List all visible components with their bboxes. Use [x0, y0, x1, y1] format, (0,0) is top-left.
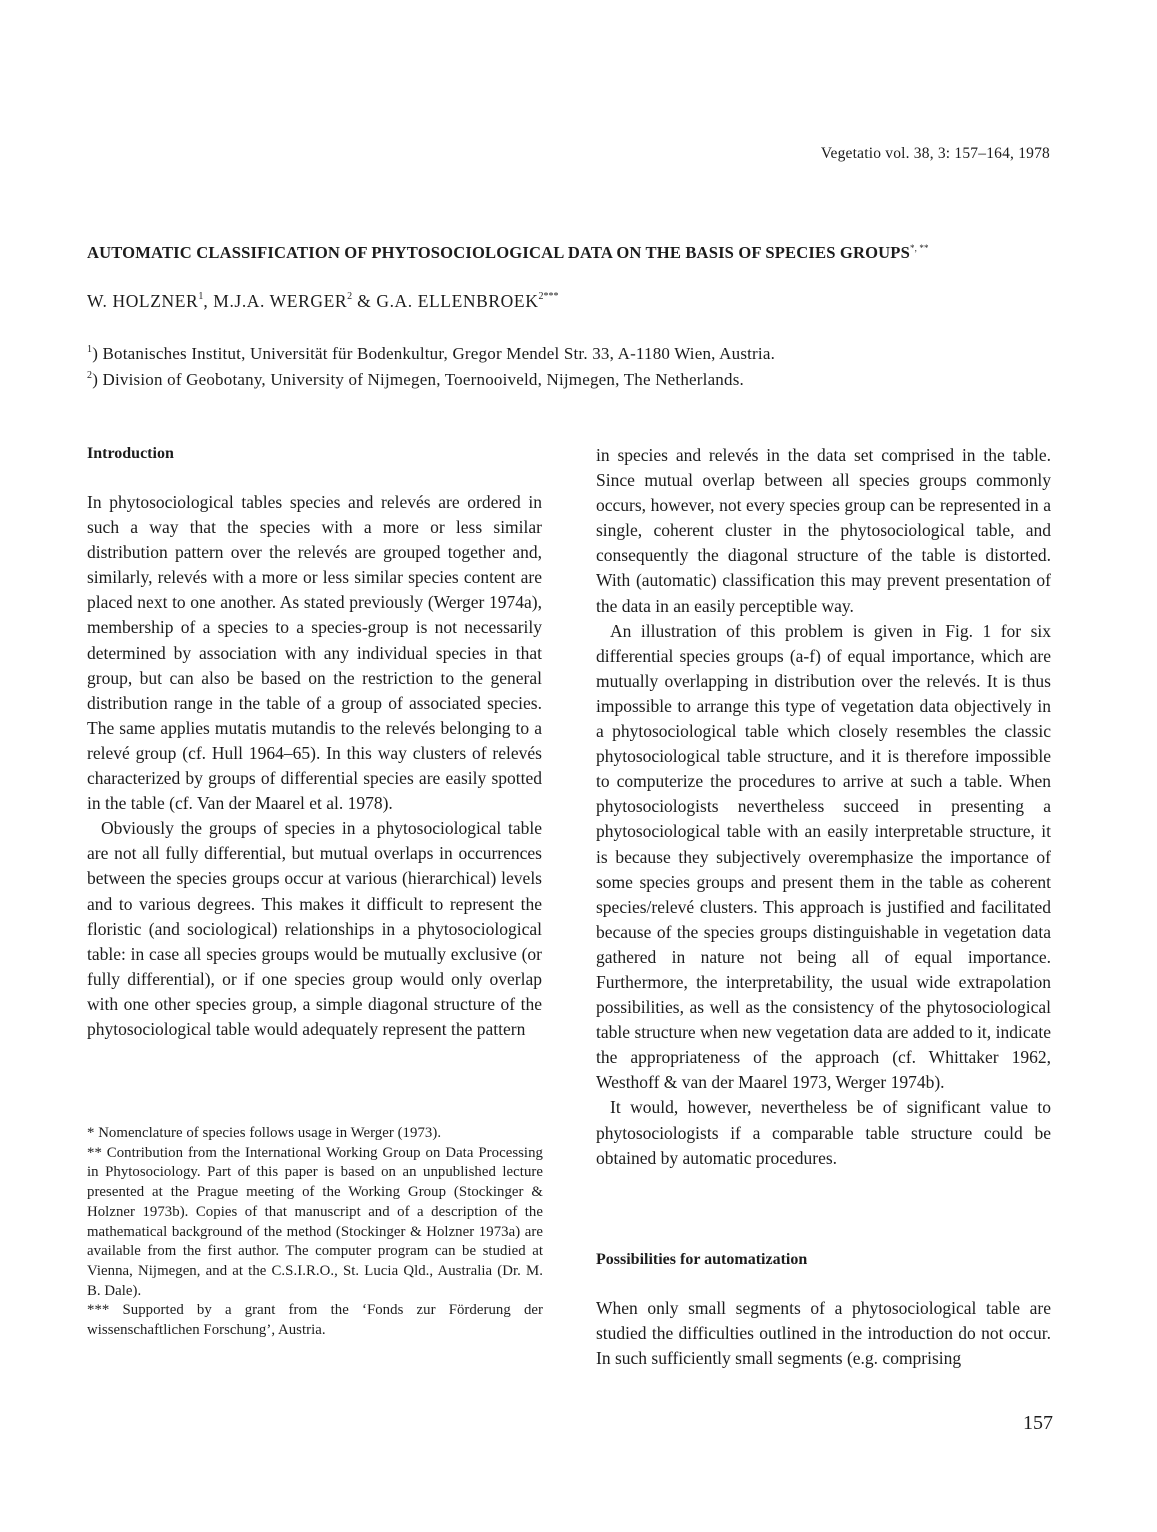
section-heading-automatization: Possibilities for automatization: [596, 1250, 808, 1268]
author-name: W. HOLZNER: [87, 291, 199, 311]
author-name: M.J.A. WERGER: [213, 291, 348, 311]
section-heading-introduction: Introduction: [87, 445, 174, 462]
body-paragraph: In phytosociological tables species and relevés are ordered in such a way that the species with a more or less similar distribution pattern over the relevés are grouped together and, similarly, relevés with a more or less similar species content are placed next to one another. As stated previously (Werger 1974a), membership of a species to a species-group is not necessarily determined by association with any individual species in that group, but can also be based on the restriction to the general distribution range in the table of a group of associated species. The same applies mutatis mutandis to the relevés belonging to a relevé group (cf. Hull 1964–65). In this way clusters of relevés characterized by groups of differential species are easily spotted in the table (cf. Van der Maarel et al. 1978).: [87, 492, 542, 814]
footnote: *** Supported by a grant from the ‘Fonds zur Förderung der wissenschaftlichen Forschung’, Austria.: [87, 1302, 543, 1339]
body-paragraph: It would, however, nevertheless be of significant value to phytosociologists if a comparable table structure could be obtained by automatic procedures.: [596, 1097, 1051, 1168]
page-number: 157: [1023, 1412, 1053, 1434]
author-affiliation-mark: 2: [347, 291, 353, 302]
left-column: [87, 443, 542, 1042]
journal-reference: Vegetatio vol. 38, 3: 157–164, 1978: [820, 145, 1050, 162]
footnote: ** Contribution from the International Working Group on Data Processing in Phytosociology. Part of this paper is based on an unpublished lecture presented at the Prague meeting of the Working Group (Stockinger & Holzner 1973b). Copies of that manuscript and of a description of the mathematical background of the method (Stockinger & Holzner 1973a) are available from the first author. The computer program can be studied at Vienna, Nijmegen, and at the C.S.I.R.O., St. Lucia Qld., Australia (Dr. M. B. Dale).: [87, 1144, 543, 1299]
author-affiliation-mark: 1: [198, 291, 204, 302]
body-paragraph: When only small segments of a phytosociological table are studied the difficulties outlined in the introduction do not occur. In such sufficiently small segments (e.g. comprising: [596, 1297, 1051, 1368]
affiliation-text: ) Division of Geobotany, University of Nijmegen, Toernooiveld, Nijmegen, The Netherlands.: [92, 370, 744, 389]
affiliation-mark: 2: [87, 370, 93, 381]
title-footnote-marks: *, **: [909, 243, 929, 253]
affiliation-mark: 1: [87, 344, 93, 355]
paper-title: [87, 243, 1077, 263]
author-affiliation-mark: 2***: [538, 291, 559, 302]
affiliation-text: ) Botanisches Institut, Universität für Bodenkultur, Gregor Mendel Str. 33, A-1180 Wien, Austria.: [92, 344, 776, 363]
affiliation: [87, 344, 775, 364]
footnote: * Nomenclature of species follows usage in Werger (1973).: [87, 1125, 442, 1141]
footnotes: [87, 1124, 543, 1341]
author-list: [87, 291, 558, 312]
author-name: G.A. ELLENBROEK: [376, 291, 539, 311]
right-column: [596, 443, 1051, 1371]
body-paragraph: in species and relevés in the data set comprised in the table. Since mutual overlap between all species groups commonly occurs, however, not every species group can be represented in a single, coherent cluster in the phytosociological table, and consequently the diagonal structure of the table is distorted. With (automatic) classification this may prevent presentation of the data in an easily perceptible way.: [596, 445, 1051, 616]
body-paragraph: Obviously the groups of species in a phytosociological table are not all fully differential, but mutual overlaps in occurrences between the species groups occur at various (hierarchical) levels and to various degrees. This makes it difficult to represent the floristic (and sociological) relationships in a phytosociological table: in case all species groups would be mutually exclusive (or fully differential), or if one species group would only overlap with one other species group, a simple diagonal structure of the phytosociological table would adequately represent the pattern: [87, 818, 542, 1039]
body-paragraph: An illustration of this problem is given in Fig. 1 for six differential species groups (a-f) of equal importance, which are mutually overlapping in distribution over the relevés. It is thus impossible to arrange this type of vegetation data objectively in a phytosociological table which closely resembles the classic phytosociological table structure, and it is therefore impossible to computerize the procedures to arrive at such a table. When phytosociologists nevertheless succeed in presenting a phytosociological table with an easily interpretable structure, it is because they subjectively overemphasize the importance of some species groups and present them in the table as coherent species/relevé clusters. This approach is justified and facilitated because of the species groups distinguishable in vegetation data gathered in nature not being all of equal importance. Furthermore, the interpretability, the usual wide extrapolation possibilities, as well as the consistency of the phytosociological table structure when new vegetation data are added to it, indicate the appropriateness of the approach (cf. Whittaker 1962, Westhoff & van der Maarel 1973, Werger 1974b).: [596, 620, 1051, 1093]
affiliation: [87, 370, 744, 390]
author-separator: &: [352, 291, 377, 311]
author-separator: ,: [203, 291, 214, 311]
title-text: AUTOMATIC CLASSIFICATION OF PHYTOSOCIOLOGICAL DATA ON THE BASIS OF SPECIES GROUPS: [87, 243, 910, 262]
